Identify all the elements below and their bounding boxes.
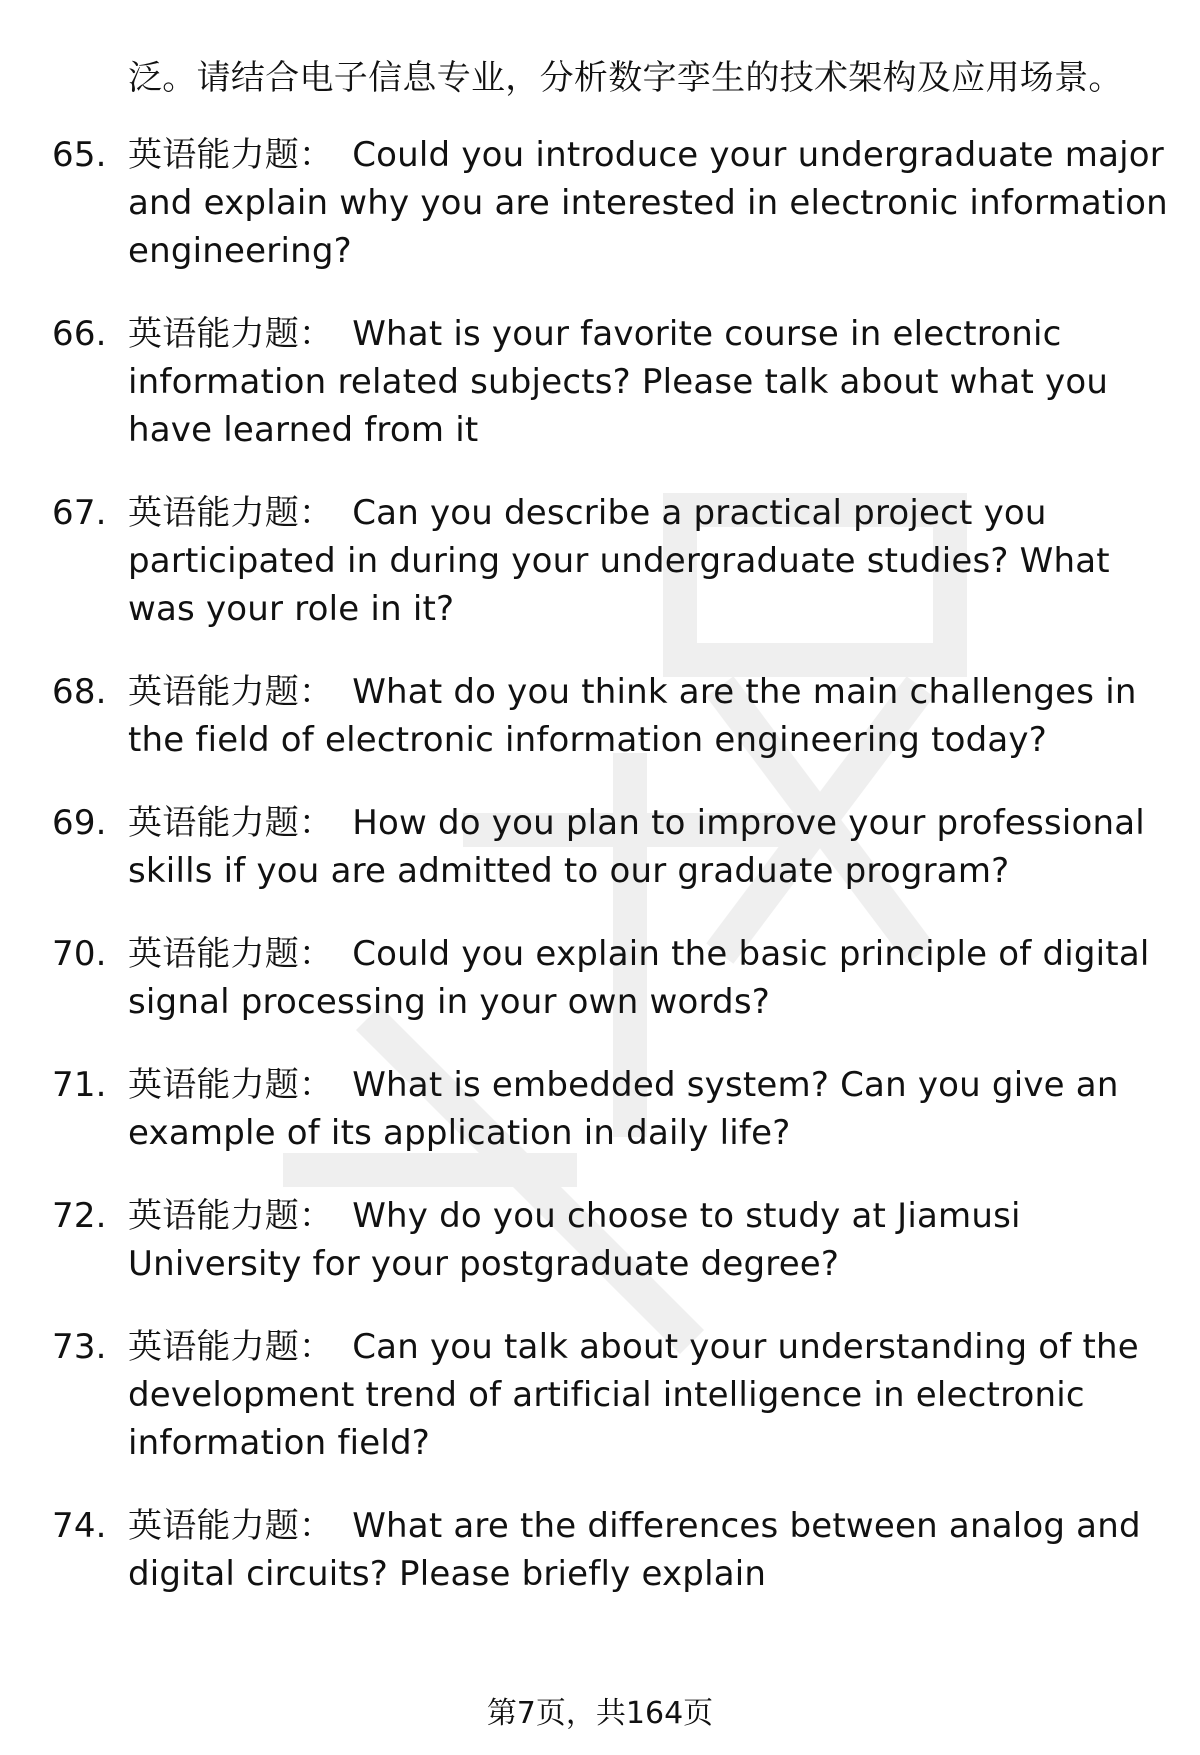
question-category: 英语能力题： — [128, 1327, 334, 1367]
page-number: 第7页，共164页 — [486, 1696, 714, 1731]
question-text: What are the differences between analog and digital circuits? Please briefly explain — [128, 1506, 1141, 1594]
question-text: Can you describe a practical project you participated in during your undergraduate studies? What was your role in it? — [128, 493, 1110, 629]
question-number: 72. — [52, 1196, 107, 1236]
question-item — [52, 489, 1168, 633]
question-item — [52, 1502, 1168, 1598]
question-item — [52, 930, 1168, 1026]
question-category: 英语能力题： — [128, 314, 334, 354]
question-item — [52, 668, 1168, 764]
question-category: 英语能力题： — [128, 1506, 334, 1546]
question-text: Could you explain the basic principle of digital signal processing in your own words? — [128, 934, 1150, 1022]
question-category: 英语能力题： — [128, 803, 334, 843]
question-number: 74. — [52, 1506, 107, 1546]
question-number: 66. — [52, 314, 107, 354]
question-text: Can you talk about your understanding of the development trend of artificial intelligence in electronic information field? — [128, 1327, 1139, 1463]
intro-text: 泛。请结合电子信息专业，分析数字孪生的技术架构及应用场景。 — [128, 58, 1123, 98]
question-category: 英语能力题： — [128, 1065, 334, 1105]
question-text: Why do you choose to study at Jiamusi University for your postgraduate degree? — [128, 1196, 1021, 1284]
question-category: 英语能力题： — [128, 672, 334, 712]
question-number: 73. — [52, 1327, 107, 1367]
question-item — [52, 1061, 1168, 1157]
question-category: 英语能力题： — [128, 934, 334, 974]
question-number: 71. — [52, 1065, 107, 1105]
question-item — [52, 131, 1168, 275]
page-footer — [0, 1694, 1200, 1734]
question-category: 英语能力题： — [128, 493, 334, 533]
question-number: 70. — [52, 934, 107, 974]
question-number: 69. — [52, 803, 107, 843]
question-text: How do you plan to improve your professional skills if you are admitted to our graduate program? — [128, 803, 1145, 891]
question-item — [52, 799, 1168, 895]
question-number: 65. — [52, 135, 107, 175]
question-list — [0, 131, 1200, 1598]
question-text: What do you think are the main challenges in the field of electronic information engineering today? — [128, 672, 1137, 760]
question-item — [52, 310, 1168, 454]
question-text: What is your favorite course in electronic information related subjects? Please talk about what you have learned from it — [128, 314, 1109, 450]
question-number: 67. — [52, 493, 107, 533]
question-category: 英语能力题： — [128, 1196, 334, 1236]
question-text: Could you introduce your undergraduate major and explain why you are interested in electronic information engineering? — [128, 135, 1168, 271]
question-number: 68. — [52, 672, 107, 712]
question-text: What is embedded system? Can you give an example of its application in daily life? — [128, 1065, 1119, 1153]
content-area — [0, 54, 1200, 1633]
question-item — [52, 1192, 1168, 1288]
question-item — [52, 1323, 1168, 1467]
question-category: 英语能力题： — [128, 135, 334, 175]
